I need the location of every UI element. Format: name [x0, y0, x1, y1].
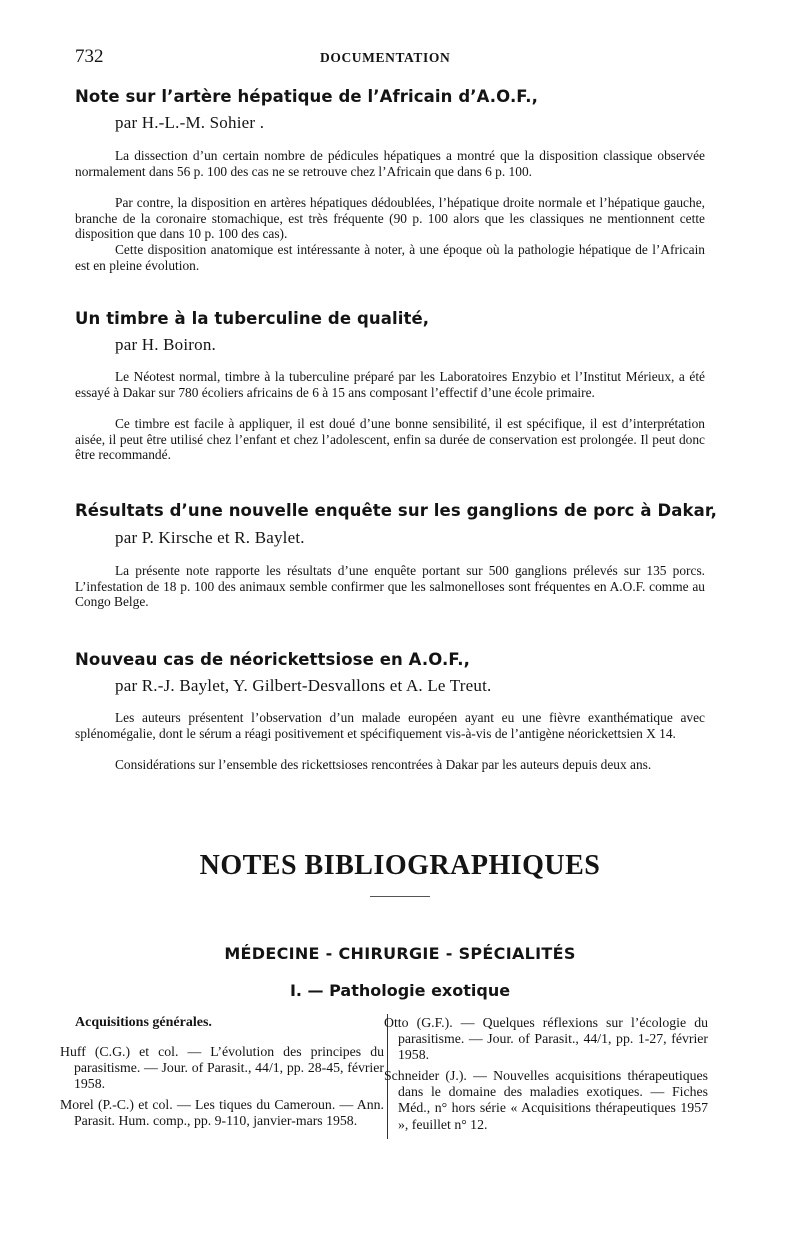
- note-paragraph: Le Néotest normal, timbre à la tuberculine préparé par les Laboratoires Enzybio et l’Institut Mérieux, a été essayé à Dakar sur 780 écoliers africains de 6 à 15 ans composant l’effectif d’une école primaire.: [75, 369, 705, 400]
- page-number: 732: [75, 46, 104, 67]
- note-title: Note sur l’artère hépatique de l’Africain d’A.O.F.,: [75, 87, 538, 106]
- bibliography-entry: Huff (C.G.) et col. — L’évolution des principes du parasitisme. — Jour. of Parasit., 44/1, pp. 28-45, février 1958.: [60, 1044, 384, 1092]
- section-heading: MÉDECINE - CHIRURGIE - SPÉCIALITÉS: [224, 944, 576, 963]
- note-title: Résultats d’une nouvelle enquête sur les ganglions de porc à Dakar,: [75, 501, 718, 520]
- bibliography-entry: Morel (P.-C.) et col. — Les tiques du Cameroun. — Ann. Parasit. Hum. comp., pp. 9-110, janvier-mars 1958.: [60, 1097, 384, 1129]
- note-paragraph: Cette disposition anatomique est intéressante à noter, à une époque où la pathologie hépatique de l’Africain est en pleine évolution.: [75, 242, 705, 273]
- note-paragraph: La présente note rapporte les résultats d’une enquête portant sur 500 ganglions prélevés sur 135 porcs. L’infestation de 18 p. 100 des animaux semble confirmer que les salmonelloses sont fréquentes en A.O.F. comme au Congo Belge.: [75, 563, 705, 610]
- bibliography-entry: Otto (G.F.). — Quelques réflexions sur l’écologie du parasitisme. — Jour. of Parasit., 44/1, pp. 1-27, février 1958.: [384, 1015, 708, 1063]
- subsection-heading: I. — Pathologie exotique: [289, 981, 511, 1000]
- note-paragraph: Considérations sur l’ensemble des rickettsioses rencontrées à Dakar par les auteurs depuis deux ans.: [115, 757, 652, 772]
- note-paragraph: La dissection d’un certain nombre de pédicules hépatiques a montré que la disposition classique observée normalement dans 56 p. 100 des cas ne se retrouve chez l’Africain que dans 6 p. 100.: [75, 148, 705, 179]
- running-title: DOCUMENTATION: [320, 50, 451, 65]
- note-paragraph: Par contre, la disposition en artères hépatiques dédoublées, l’hépatique droite normale et l’hépatique gauche, branche de la coronaire stomachique, est très fréquente (90 p. 100 alors que les classiques ne mentionnent cette disposition que dans 10 p. 100 des cas).: [75, 195, 705, 242]
- note-paragraph: Ce timbre est facile à appliquer, il est doué d’une bonne sensibilité, il est spécifique, il est d’interprétation aisée, il peut être utilisé chez l’enfant et chez l’adolescent, enfin sa durée de conservation est prolongée. Il peut donc être recommandé.: [75, 416, 705, 463]
- note-author: par H.-L.-M. Sohier .: [115, 113, 265, 132]
- bibliography-entry: Schneider (J.). — Nouvelles acquisitions thérapeutiques dans le domaine des maladies exotiques. — Fiches Méd., n° hors série « Acquisitions thérapeutiques 1957 », feuillet n° 12.: [384, 1068, 708, 1132]
- note-author: par P. Kirsche et R. Baylet.: [115, 528, 305, 547]
- note-author: par H. Boiron.: [115, 335, 217, 354]
- note-title: Nouveau cas de néorickettsiose en A.O.F.,: [75, 650, 471, 669]
- bibliography-heading: NOTES BIBLIOGRAPHIQUES: [199, 850, 601, 881]
- heading-divider: [370, 896, 430, 897]
- note-title: Un timbre à la tuberculine de qualité,: [75, 309, 430, 328]
- note-author: par R.-J. Baylet, Y. Gilbert-Desvallons et A. Le Treut.: [115, 676, 492, 695]
- bibliography-subheading: Acquisitions générales.: [75, 1015, 212, 1030]
- note-paragraph: Les auteurs présentent l’observation d’un malade européen ayant eu une fièvre exanthématique avec splénomégalie, dont le sérum a réagi positivement et spécifiquement vis-à-vis de l’antigène néorickettsien X 14.: [75, 710, 705, 741]
